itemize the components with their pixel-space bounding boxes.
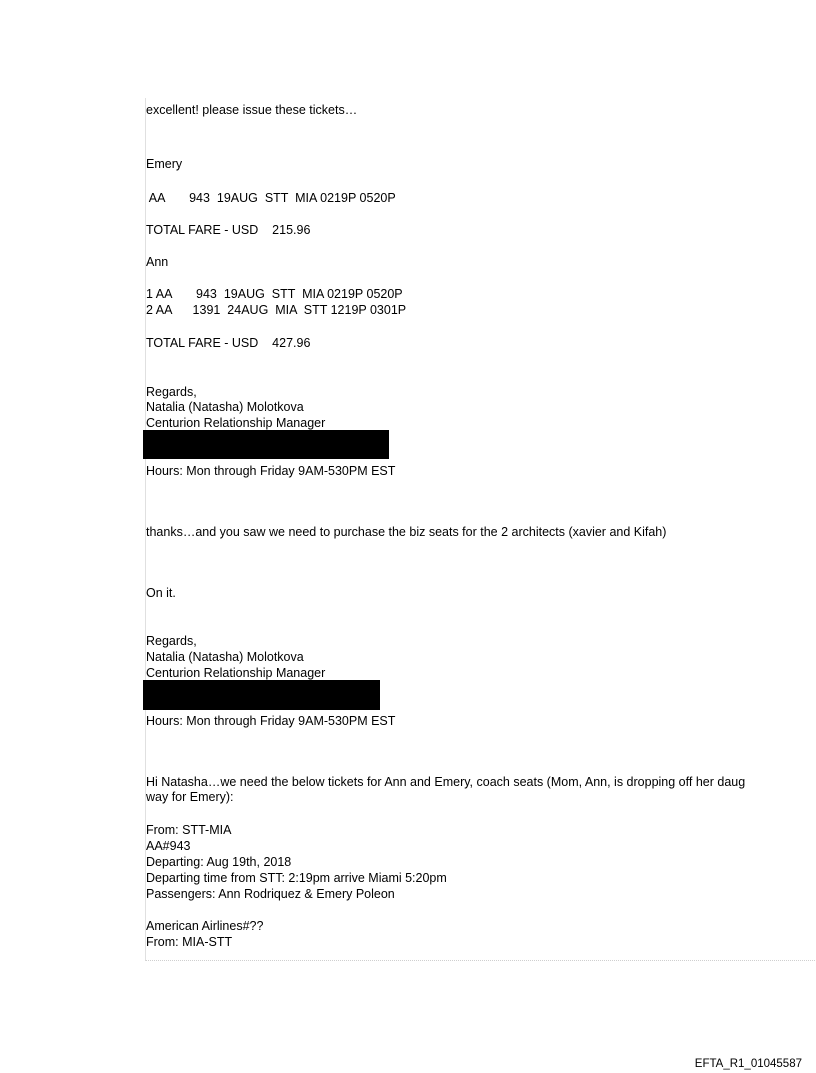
signature-1-title: Centurion Relationship Manager [146,416,326,430]
request-flight-number: AA#943 [146,839,191,853]
ann-flight-line-2: 2 AA 1391 24AUG MIA STT 1219P 0301P [146,303,407,317]
ann-flight-line-1: 1 AA 943 19AUG STT MIA 0219P 0520P [146,287,403,301]
request-departing-date: Departing: Aug 19th, 2018 [146,855,292,869]
request-times: Departing time from STT: 2:19pm arrive Miami 5:20pm [146,871,447,885]
request-line-2: way for Emery): [146,790,234,804]
signature-1-name: Natalia (Natasha) Molotkova [146,400,304,414]
signature-2-regards: Regards, [146,634,197,648]
request-line-1: Hi Natasha…we need the below tickets for Ann and Emery, coach seats (Mom, Ann, is dropping off her daug [146,775,746,789]
signature-2-name: Natalia (Natasha) Molotkova [146,650,304,664]
ann-total-fare: TOTAL FARE - USD 427.96 [146,336,311,350]
redaction-block-1 [143,430,389,459]
request-from-2: From: MIA-STT [146,935,233,949]
reply-thanks-message: thanks…and you saw we need to purchase the biz seats for the 2 architects (xavier and Kifah) [146,525,667,539]
intro-message: excellent! please issue these tickets… [146,103,358,117]
emery-total-fare: TOTAL FARE - USD 215.96 [146,223,311,237]
document-id-footer: EFTA_R1_01045587 [694,1058,802,1070]
signature-1-regards: Regards, [146,385,197,399]
signature-2-title: Centurion Relationship Manager [146,666,326,680]
emery-passenger-name: Emery [146,157,183,171]
request-passengers: Passengers: Ann Rodriquez & Emery Poleon [146,887,395,901]
signature-2-hours: Hours: Mon through Friday 9AM-530PM EST [146,714,396,728]
request-airline-2: American Airlines#?? [146,919,264,933]
emery-flight-line: AA 943 19AUG STT MIA 0219P 0520P [146,191,396,205]
reply-on-it-message: On it. [146,586,176,600]
signature-1-hours: Hours: Mon through Friday 9AM-530PM EST [146,464,396,478]
redaction-block-2 [143,680,380,710]
request-from-1: From: STT-MIA [146,823,232,837]
ann-passenger-name: Ann [146,255,169,269]
